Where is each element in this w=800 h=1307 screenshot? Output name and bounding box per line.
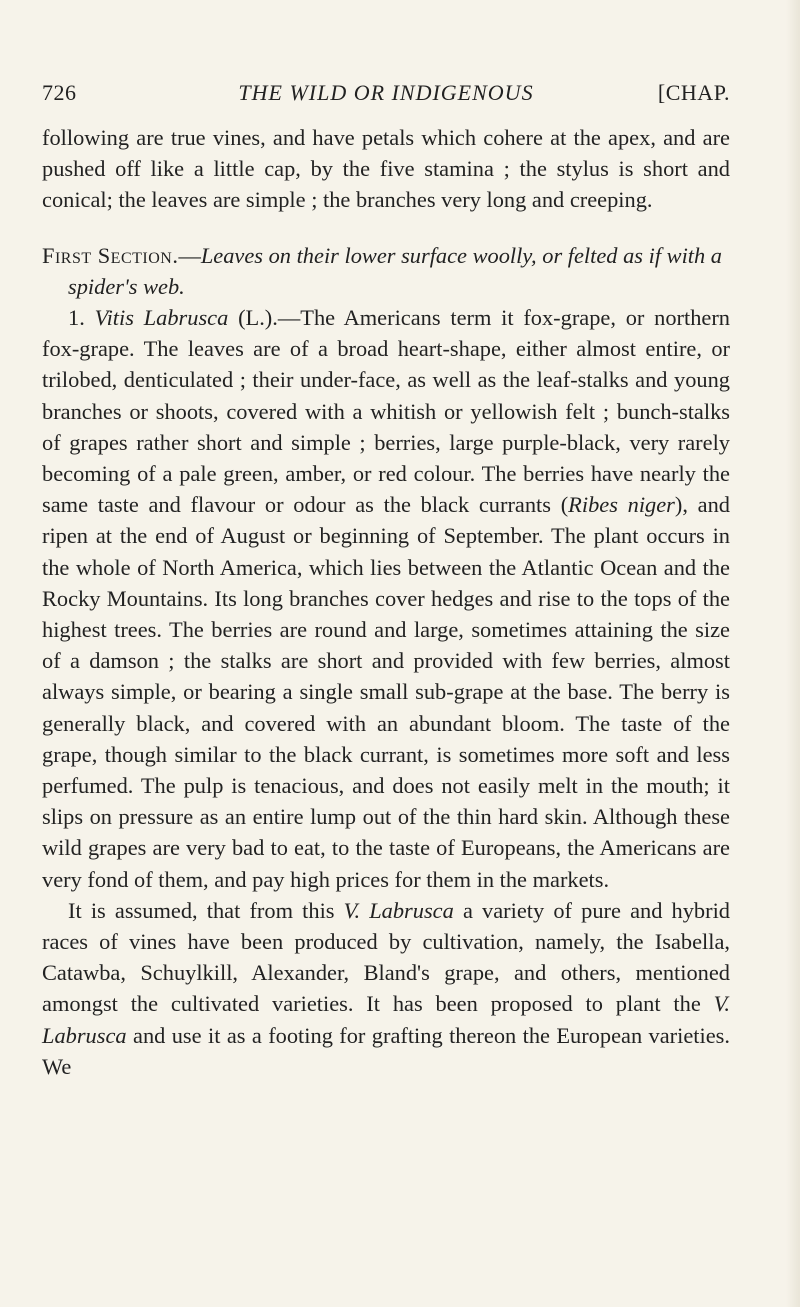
para2-species-2: V. Labrusca	[42, 991, 730, 1048]
entry-text-a: The Americans term it fox-grape, or northern fox-grape. The leaves are of a broad heart-shape, either almost entire, or trilobed, denticulated ; their under-face, as well as the leaf-stalks and young branches or shoots, covered with a whitish or yellowish felt ; bunch-stalks of grapes rather short and simple ; berries, large purple-black, very rarely becoming of a pale green, amber, or red colour. The berries have nearly the same taste and flavour or odour as the black currants (	[42, 305, 730, 518]
page-number: 726	[42, 80, 77, 105]
intro-paragraph: following are true vines, and have petals which cohere at the apex, and are pushed off like a little cap, by the five stamina ; the stylus is short and conical; the leaves are simple ; the branches very long and creeping.	[42, 125, 730, 213]
cultivation-paragraph	[42, 895, 730, 1082]
section-description: Leaves on their lower surface woolly, or felted as if with a spider's web.	[68, 242, 723, 299]
section-label: First Section.	[42, 242, 179, 268]
species-authority: (L.).—	[238, 305, 301, 331]
entry-text-b: ), and ripen at the end of August or beginning of September. The plant occurs in the whole of North America, which lies between the Atlantic Ocean and the Rocky Mountains. Its long branches cover hedges and rise to the tops of the highest trees. The berries are round and large, sometimes attaining the size of a damson ; the stalks are short and provided with few berries, almost always simple, or bearing a single small sub-grape at the base. The berry is generally black, and covered with an abundant bloom. The taste of the grape, though similar to the black currant, is sometimes more soft and less perfumed. The pulp is tenacious, and does not easily melt in the mouth; it slips on pressure as an entire lump out of the thin hard skin. Although these wild grapes are very bad to eat, to the taste of Europeans, the Americans are very fond of them, and pay high prices for them in the markets.	[42, 492, 731, 892]
page-edge	[786, 0, 800, 1307]
running-title: THE WILD OR INDIGENOUS	[238, 80, 534, 105]
species-name: Vitis Labrusca	[94, 305, 229, 331]
chapter-marker: [CHAP.	[657, 80, 730, 105]
section-heading	[42, 240, 730, 302]
para2-text-a: It is assumed, that from this	[68, 897, 344, 923]
entry-number: 1.	[68, 305, 85, 331]
section-dash: —	[178, 242, 201, 268]
page-body	[42, 122, 730, 1082]
para2-text-b: a variety of pure and hybrid races of vines have been produced by cultivation, namely, the Isabella, Catawba, Schuylkill, Alexander, Bland's grape, and others, mentioned amongst the cultivated varieties. It has been proposed to plant the	[42, 897, 730, 1017]
ribes-name: Ribes niger	[568, 492, 675, 518]
para2-text-c: and use it as a footing for grafting thereon the European varieties. We	[42, 1022, 730, 1079]
running-header	[42, 80, 730, 110]
species-entry	[42, 302, 730, 895]
para2-species-1: V. Labrusca	[343, 897, 454, 923]
